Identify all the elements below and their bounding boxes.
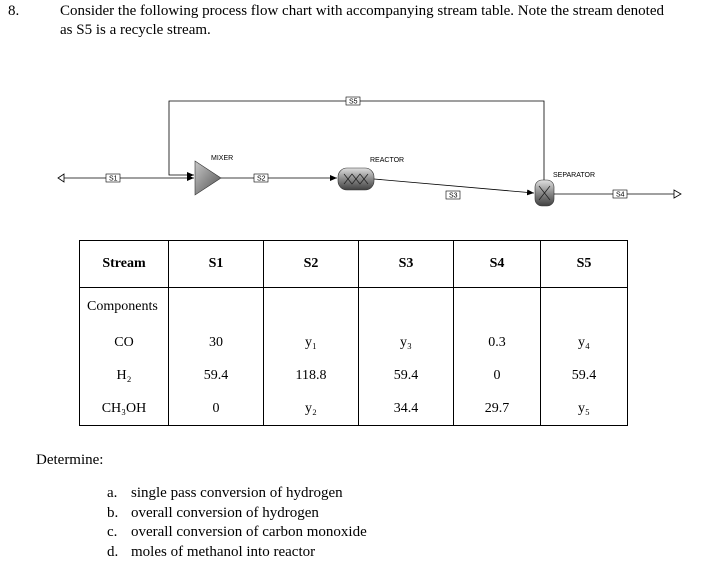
header-stream: Stream bbox=[80, 241, 169, 288]
row-name: H₂ bbox=[80, 359, 169, 392]
stream-s3 bbox=[374, 179, 534, 200]
stream-s4-label: S4 bbox=[616, 191, 625, 199]
cell: y₂ bbox=[264, 392, 359, 426]
task-text: overall conversion of hydrogen bbox=[131, 504, 319, 521]
process-flow-diagram bbox=[0, 90, 721, 225]
mixer-icon bbox=[195, 161, 221, 195]
stream-s2-label: S2 bbox=[257, 175, 266, 183]
cell: 59.4 bbox=[359, 359, 454, 392]
cell: 0.3 bbox=[454, 326, 541, 359]
stream-s5-label: S5 bbox=[349, 98, 358, 106]
reactor-unit bbox=[338, 157, 404, 190]
cell: 59.4 bbox=[169, 359, 264, 392]
cell: 30 bbox=[169, 326, 264, 359]
list-item bbox=[107, 543, 367, 563]
stream-s1-label: S1 bbox=[109, 175, 118, 183]
cell: 0 bbox=[169, 392, 264, 426]
cell: y₁ bbox=[264, 326, 359, 359]
stream-s4 bbox=[554, 190, 681, 199]
table-row bbox=[80, 392, 628, 426]
task-marker: b. bbox=[107, 504, 119, 521]
cell: 59.4 bbox=[541, 359, 628, 392]
cell: 29.7 bbox=[454, 392, 541, 426]
stream-s2 bbox=[221, 174, 337, 183]
header-s4: S4 bbox=[454, 241, 541, 288]
stream-s5-recycle bbox=[169, 97, 544, 180]
mixer-label: MIXER bbox=[211, 155, 234, 162]
stream-table bbox=[79, 240, 628, 426]
cell: 0 bbox=[454, 359, 541, 392]
cell: 34.4 bbox=[359, 392, 454, 426]
question-number: 8. bbox=[8, 3, 20, 19]
product-icon bbox=[674, 190, 681, 198]
question-text-line2: as S5 is a recycle stream. bbox=[60, 22, 211, 38]
table-row bbox=[80, 359, 628, 392]
list-item bbox=[107, 504, 367, 524]
mixer-unit bbox=[195, 155, 233, 195]
cell: y₃ bbox=[359, 326, 454, 359]
separator-label: SEPARATOR bbox=[553, 172, 596, 179]
task-list bbox=[107, 484, 367, 562]
table-header-row bbox=[80, 241, 628, 288]
task-text: single pass conversion of hydrogen bbox=[131, 485, 343, 501]
determine-label: Determine: bbox=[36, 452, 104, 468]
task-marker: c. bbox=[107, 524, 118, 540]
feed-icon bbox=[58, 174, 64, 182]
list-item bbox=[107, 523, 367, 543]
header-s1: S1 bbox=[169, 241, 264, 288]
task-marker: a. bbox=[107, 485, 118, 501]
cell: y₅ bbox=[541, 392, 628, 426]
header-s5: S5 bbox=[541, 241, 628, 288]
table-row bbox=[80, 326, 628, 359]
stream-s3-label: S3 bbox=[449, 192, 458, 200]
list-item bbox=[107, 484, 367, 504]
task-text: overall conversion of carbon monoxide bbox=[131, 524, 367, 540]
header-s3: S3 bbox=[359, 241, 454, 288]
reactor-label: REACTOR bbox=[370, 157, 405, 164]
task-marker: d. bbox=[107, 543, 119, 560]
components-label: Components bbox=[80, 288, 169, 327]
table-row bbox=[80, 288, 628, 327]
question-text-line1: Consider the following process flow chart with accompanying stream table. Note the stream denoted bbox=[60, 3, 664, 19]
cell: y₄ bbox=[541, 326, 628, 359]
header-s2: S2 bbox=[264, 241, 359, 288]
row-name: CH₃OH bbox=[80, 392, 169, 426]
cell: 118.8 bbox=[264, 359, 359, 392]
task-text: moles of methanol into reactor bbox=[131, 543, 316, 560]
row-name: CO bbox=[80, 326, 169, 359]
